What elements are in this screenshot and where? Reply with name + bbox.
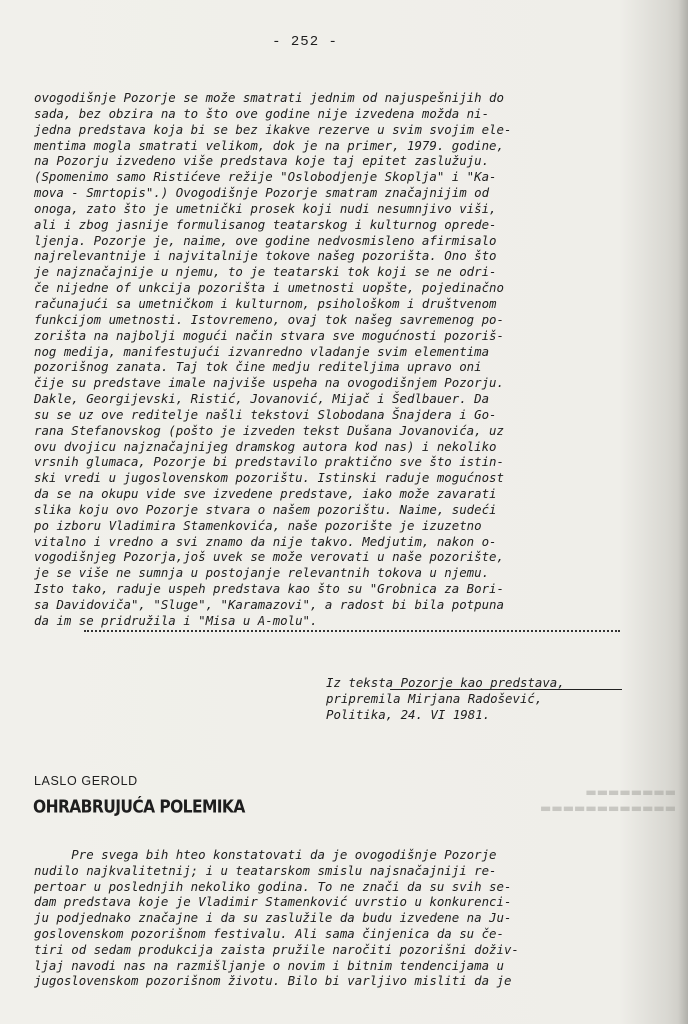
bleed-through-shadow: ▬▬▬▬▬▬▬▬ ▬▬▬▬▬▬▬▬▬▬▬▬: [539, 785, 676, 815]
citation-underline: [390, 689, 622, 690]
article-text: Pre svega bih hteo konstatovati da je ovogodišnje Pozorje nudilo najkvalitetnij; i u teatarskom smislu najsnačajniji re- pertoar u poslednjih nekoliko godina. To ne znači da su svih se- dam predstava koje je Vladimir Stamenković uvrstio u konkurenci- ju podjednako značajne i da su zaslužile da budu izvedene na Ju- goslovenskom pozorišnom festivalu. Ali sama činjenica da su če- tiri od sedam produkcija zaista pružile naročiti pozorišni doživ- ljaj navodi nas na razmišljanje o novim i bitnim tendencijama u jugoslovenskom pozorišnom životu. Bilo bi varljivo misliti da je: [34, 847, 519, 989]
article-author: LASLO GEROLD: [34, 774, 138, 788]
page-number: - 252 -: [272, 34, 338, 50]
page-edge-shadow: [678, 0, 688, 1024]
article-title: OHRABRUJUĆA POLEMIKA: [33, 797, 245, 818]
source-citation: Iz teksta Pozorje kao predstava, pripremila Mirjana Radošević, Politika, 24. VI 1981.: [326, 675, 565, 722]
excerpt-text: ovogodišnje Pozorje se može smatrati jednim od najuspešnijih do sada, bez obzira na to što ove godine nije izvedena možda ni- jedna predstava koja bi se bez ikakve rezerve u svim svojim ele- mentima mogla smatrati velikom, dok je na primer, 1979. godine, na Pozorju izvedeno više predstava koje taj epitet zaslužuju. (Spomenimo samo Ristićeve režije "Oslobodjenje Skoplja" i "Ka- mova - Smrtopis".) Ovogodišnje Pozorje smatram značajnijim od onoga, zato što je umetnički prosek koji nudi nesumnjivo viši, ali i zbog jasnije formulisanog teatarskog i kulturnog opredе- ljenja. Pozorje je, naime, ove godine nedvosmisleno afirmisalo najrelevantnije i najvitalnije tokove našeg pozorišta. Ono što je najznačajnije u njemu, to je teatarski tok koji se ne odri- če nijedne of unkcija pozorišta i umetnosti uopšte, pojedinačno računajući sa umetničkom i kulturnom, psihološkom i društvenom funkcijom umetnosti. Istovremeno, ovaj tok našeg savremenog po- zorišta na najbolji mogući način stvara sve mogućnosti pozoriš- nog medija, manifestujući izvanredno vladanje svim elementima pozorišnog zanata. Taj tok čine medju rediteljima upravo oni čije su predstave imale najviše uspeha na ovogodišnjem Pozorju. Dakle, Georgijevski, Ristić, Jovanović, Mijač i Šedlbauer. Da su se uz ove reditelje našli tekstovi Slobodana Šnajdera i Go- rana Stefanovskog (pošto je izveden tekst Dušana Jovanovića, uz ovu dvojicu najznačajnijeg dramskog autora kod nas) i nekoliko vrsnih glumaca, Pozorje bi predstavilo praktično sve što istin- ski vredi u jugoslovenskom pozorištu. Istinski raduje mogućnost da se na okupu vide sve izvedene predstave, iako može zavarati slika koju ovo Pozorje stvara o našem pozorištu. Naime, sudeći po izboru Vladimira Stamenkovića, naše pozorište je izuzetno vitalno i vredno a svi znamo da nije takvo. Medjutim, nakon o- vogodišnjeg Pozorja,još uvek se može verovati u naše pozorište, je se više ne sumnja u postojanje relevantnih tokova u njemu. Isto tako, raduje uspeh predstava kao što su "Grobnica za Bori- sa Davidoviča", "Sluge", "Karamazovi", a radost bi bila potpuna da im se pridružila i "Misa u A-molu".: [34, 90, 512, 628]
dotted-separator: [84, 630, 620, 632]
